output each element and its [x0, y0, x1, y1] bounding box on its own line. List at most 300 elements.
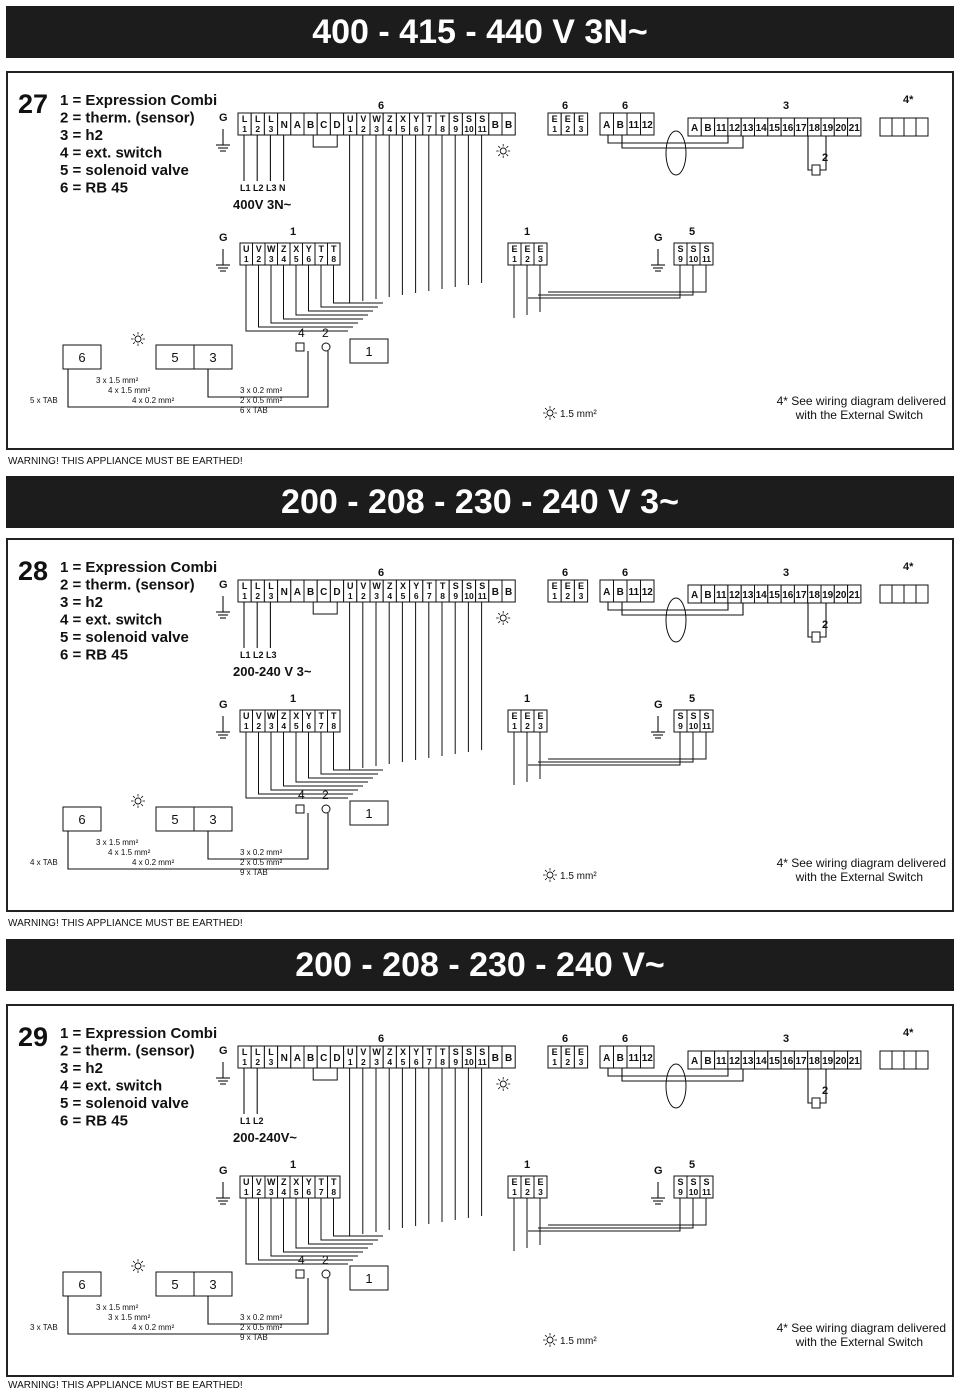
label-6: 6: [562, 100, 569, 112]
terminal-number: 2: [256, 721, 262, 731]
terminal-number: 1: [552, 1057, 557, 1067]
terminal-number: 2: [255, 1057, 261, 1067]
lamp-ray: [545, 870, 547, 872]
terminal-label: 20: [835, 123, 847, 134]
u-terminal-block: [240, 1176, 340, 1198]
lamp-ray: [506, 146, 508, 148]
lamp-ray: [545, 1335, 547, 1337]
terminal-number: 1: [243, 254, 249, 264]
terminal-letter: L: [268, 581, 274, 591]
e-terminal-block: [508, 243, 547, 265]
terminal-letter: E: [551, 114, 558, 124]
terminal-label: 13: [742, 1056, 754, 1067]
terminal-number: 5: [293, 721, 299, 731]
ext-switch-note: with the External Switch: [795, 870, 923, 884]
terminal-number: 11: [702, 254, 711, 264]
terminal-number: 3: [538, 721, 543, 731]
terminal-letter: S: [677, 711, 684, 721]
terminal-number: 9: [453, 1057, 459, 1067]
cable-spec: 4 x 0.2 mm²: [132, 396, 175, 405]
terminal-letter: E: [524, 711, 531, 721]
terminal-number: 3: [268, 1057, 274, 1067]
lamp-cable-spec: 1.5 mm²: [560, 871, 597, 882]
supply-voltage: 200-240V~: [233, 1130, 297, 1145]
terminal-letter: T: [331, 711, 337, 721]
label-4: 4: [298, 788, 305, 802]
terminal-label: 11: [628, 1053, 640, 1064]
bundle-wire: [538, 265, 693, 295]
terminal-letter: S: [479, 581, 486, 591]
terminal-letter: L: [241, 1047, 248, 1057]
terminal-number: 1: [347, 591, 353, 601]
terminal-letter: S: [677, 244, 684, 254]
lamp-icon: [496, 144, 510, 158]
terminal-letter: S: [703, 244, 710, 254]
terminal-number: 3: [268, 124, 274, 134]
terminal-letter: T: [318, 1177, 324, 1187]
terminal-letter: T: [439, 1047, 446, 1057]
component-label: 3: [209, 812, 217, 827]
lamp-ray: [498, 1079, 500, 1081]
ext-switch-block: [880, 585, 928, 603]
terminal-number: 3: [578, 591, 584, 601]
label-2: 2: [322, 326, 329, 340]
terminal-number: 3: [268, 1187, 274, 1197]
terminal-number: 10: [688, 254, 699, 264]
terminal-letter: S: [479, 1047, 486, 1057]
terminal-letter: T: [331, 244, 337, 254]
lamp-icon: [496, 611, 510, 625]
s-terminal-block: [674, 1176, 713, 1198]
terminal-letter: Y: [305, 711, 312, 721]
label-2: 2: [822, 1085, 829, 1097]
ground-label: G: [219, 579, 228, 591]
cable-spec: 2 x 0.5 mm²: [240, 396, 283, 405]
terminal-label: B: [491, 1053, 500, 1064]
terminal-label: 21: [848, 1056, 860, 1067]
terminal-label: 17: [795, 123, 807, 134]
component-label: 5: [171, 1277, 179, 1292]
label-6: 6: [562, 1033, 569, 1045]
lamp-cable-spec: 1.5 mm²: [560, 1336, 597, 1347]
terminal-letter: Y: [305, 244, 312, 254]
terminal-letter: S: [452, 1047, 459, 1057]
terminal-label: 14: [755, 1056, 767, 1067]
terminal-number: 6: [306, 254, 312, 264]
ground-symbol: [216, 1045, 230, 1084]
terminal-letter: E: [524, 1177, 531, 1187]
terminal-label: N: [280, 120, 288, 131]
terminal-label: C: [320, 1053, 328, 1064]
terminal-label: B: [704, 590, 712, 601]
wiring-diagram: [8, 540, 956, 914]
sensor-symbol: [812, 165, 820, 175]
ext-switch-block: [880, 1051, 928, 1069]
bundle-wire: [271, 265, 358, 323]
terminal-letter: W: [372, 1047, 381, 1057]
ground-symbol: [216, 1165, 230, 1204]
lamp-ray: [133, 1261, 135, 1263]
sensor-symbol: [812, 632, 820, 642]
terminal-label: 21: [848, 123, 860, 134]
terminal-letter: E: [511, 711, 518, 721]
lamp-icon: [131, 794, 145, 808]
terminal-number: 5: [293, 254, 299, 264]
terminal-letter: V: [255, 1177, 262, 1187]
terminal-number: 4: [281, 254, 287, 264]
sensor-wire: [808, 1069, 812, 1103]
terminal-number: 4: [387, 591, 393, 601]
lamp-ray: [553, 408, 555, 410]
terminal-label: A: [691, 123, 699, 134]
terminal-number: 1: [512, 1187, 517, 1197]
lamp-ray: [545, 408, 547, 410]
h2-terminal-block: [688, 118, 861, 136]
bundle-wire: [538, 732, 693, 762]
ground-symbol: [651, 232, 665, 271]
component-label: 1: [365, 344, 373, 359]
terminal-label: B: [704, 123, 712, 134]
terminal-letter: Z: [387, 1047, 393, 1057]
terminal-letter: L: [268, 114, 274, 124]
label-1: 1: [290, 1159, 297, 1171]
terminal-letter: U: [243, 711, 250, 721]
main-terminal-block: [238, 113, 515, 135]
terminal-number: 10: [688, 1187, 699, 1197]
terminal-label: B: [616, 1053, 624, 1064]
cable-sleeve: [666, 131, 686, 175]
terminal-label: C: [320, 587, 328, 598]
label-5: 5: [689, 226, 696, 238]
terminal-number: 3: [374, 1057, 379, 1067]
terminal-letter: T: [318, 244, 324, 254]
legend-item: 5 = solenoid valve: [60, 162, 189, 179]
terminal-label: 12: [728, 123, 741, 134]
terminal-letter: T: [426, 1047, 433, 1057]
terminal-label: 12: [728, 590, 741, 601]
terminal-number: 9: [678, 254, 683, 264]
terminal-letter: Y: [413, 1047, 420, 1057]
cable-sleeve: [666, 598, 686, 642]
terminal-letter: Y: [413, 114, 420, 124]
ground-label: G: [219, 1165, 228, 1177]
lamp-ray: [545, 878, 547, 880]
cable-spec: 4 x 1.5 mm²: [108, 386, 151, 395]
component-label: 1: [365, 806, 373, 821]
terminal-number: 2: [361, 1057, 366, 1067]
terminal-letter: S: [465, 1047, 473, 1057]
terminal-number: 3: [268, 721, 274, 731]
terminal-number: 11: [477, 591, 487, 601]
terminal-number: 7: [427, 124, 432, 134]
legend-item: 2 = therm. (sensor): [60, 576, 195, 594]
terminal-letter: T: [331, 1177, 337, 1187]
legend-item: 4 = ext. switch: [60, 144, 163, 162]
terminal-letter: W: [267, 711, 276, 721]
cable-spec: 9 x TAB: [240, 1333, 268, 1342]
terminal-letter: L: [241, 114, 248, 124]
cable-spec: 4 x 0.2 mm²: [132, 1323, 175, 1332]
terminal-letter: L: [268, 1047, 274, 1057]
terminal-number: 4: [387, 1057, 393, 1067]
terminal-label: 15: [768, 590, 781, 601]
main-terminal-block: [238, 1046, 515, 1068]
bundle-wire: [246, 1198, 348, 1264]
terminal-letter: V: [255, 244, 262, 254]
e-terminal-block: [508, 1176, 547, 1198]
lamp-ray: [506, 154, 508, 156]
terminal-label: B: [491, 587, 500, 598]
terminal-letter: W: [267, 1177, 276, 1187]
earthing-warning: WARNING! THIS APPLIANCE MUST BE EARTHED!: [8, 918, 243, 929]
terminal-number: 7: [318, 254, 324, 264]
terminal-letter: T: [439, 114, 446, 124]
terminal-number: 4: [387, 124, 393, 134]
terminal-label: 18: [808, 1056, 820, 1067]
bundle-wire: [246, 265, 348, 331]
terminal-label: N: [280, 1053, 288, 1064]
terminal-letter: U: [346, 581, 354, 591]
component-label: 5: [171, 812, 179, 827]
supply-lines: L1 L2 L3 N: [240, 183, 286, 193]
terminal-letter: X: [293, 1177, 300, 1187]
terminal-number: 8: [440, 124, 445, 134]
cable-spec: 2 x 0.5 mm²: [240, 1323, 283, 1332]
figure-number: 27: [18, 89, 49, 119]
bundle-wire: [528, 265, 680, 298]
bundle-wire: [548, 732, 706, 759]
sensor-symbol: [322, 343, 330, 351]
terminal-letter: Z: [281, 711, 287, 721]
lamp-ray: [498, 1087, 500, 1089]
component-label: 3: [209, 350, 217, 365]
voltage-header: 200 - 208 - 230 - 240 V 3~: [6, 476, 954, 528]
terminal-letter: T: [426, 114, 433, 124]
lamp-ray: [506, 613, 508, 615]
terminal-number: 1: [512, 254, 517, 264]
terminal-label: 11: [628, 120, 640, 131]
legend-item: 4 = ext. switch: [60, 611, 163, 629]
terminal-number: 11: [702, 1187, 711, 1197]
label-2: 2: [822, 619, 829, 631]
terminal-label: B: [306, 120, 315, 131]
cable-sleeve: [666, 1064, 686, 1108]
terminal-label: A: [603, 120, 611, 131]
legend-item: 6 = RB 45: [60, 179, 128, 197]
ext-switch-note: 4* See wiring diagram delivered: [776, 394, 946, 408]
terminal-number: 2: [525, 254, 530, 264]
terminal-label: 20: [835, 590, 847, 601]
lamp-ray: [498, 146, 500, 148]
terminal-number: 2: [361, 124, 366, 134]
terminal-label: 12: [641, 587, 653, 598]
wiring-diagram: [8, 1006, 956, 1379]
terminal-letter: Z: [387, 581, 393, 591]
terminal-number: 6: [413, 591, 419, 601]
e-terminal-block-top: [548, 113, 588, 135]
terminal-letter: W: [372, 581, 381, 591]
cable-spec: 3 x 1.5 mm²: [96, 376, 139, 385]
lamp-ray: [498, 621, 500, 623]
lamp-icon: [131, 332, 145, 346]
label-1: 1: [290, 693, 297, 705]
terminal-number: 3: [578, 124, 584, 134]
terminal-label: 11: [715, 123, 727, 134]
lamp-ray: [133, 804, 135, 806]
label-4star: 4*: [903, 1027, 914, 1039]
terminal-label: B: [306, 587, 315, 598]
terminal-number: 2: [565, 124, 571, 134]
wiring-panel: [6, 538, 954, 912]
terminal-number: 9: [678, 1187, 683, 1197]
terminal-number: 5: [400, 1057, 406, 1067]
terminal-letter: S: [703, 711, 710, 721]
component-label: 6: [78, 812, 86, 827]
cable-spec: 6 x TAB: [240, 406, 268, 415]
terminal-number: 6: [413, 124, 419, 134]
terminal-number: 8: [440, 1057, 445, 1067]
terminal-number: 7: [427, 591, 432, 601]
terminal-number: 9: [678, 721, 683, 731]
lamp-ray: [506, 1079, 508, 1081]
bridge-box: [313, 135, 337, 147]
terminal-label: A: [293, 120, 302, 131]
lamp-ray: [553, 870, 555, 872]
terminal-number: 4: [281, 1187, 287, 1197]
terminal-letter: E: [564, 581, 571, 591]
label-3: 3: [783, 567, 790, 579]
voltage-header: 200 - 208 - 230 - 240 V~: [6, 939, 954, 991]
terminal-label: B: [504, 1053, 513, 1064]
cable-spec: 3 x 1.5 mm²: [96, 1303, 139, 1312]
lamp-ray: [506, 1087, 508, 1089]
figure-number: 29: [18, 1022, 49, 1052]
terminal-label: D: [333, 1053, 341, 1064]
lamp-ray: [498, 154, 500, 156]
terminal-number: 1: [512, 721, 517, 731]
terminal-label: 13: [742, 123, 754, 134]
ground-label: G: [219, 1045, 228, 1057]
label-1: 1: [524, 693, 531, 705]
terminal-letter: U: [346, 114, 354, 124]
terminal-letter: E: [511, 1177, 518, 1187]
ground-label: G: [654, 232, 663, 244]
sensor-wire: [808, 603, 812, 637]
terminal-label: A: [603, 1053, 611, 1064]
cable-spec: 3 x 0.2 mm²: [240, 386, 283, 395]
label-3: 3: [783, 1033, 790, 1045]
terminal-label: N: [280, 587, 288, 598]
terminal-label: 19: [822, 590, 834, 601]
label-4star: 4*: [903, 561, 914, 573]
component-label: 6: [78, 350, 86, 365]
terminal-number: 7: [318, 1187, 324, 1197]
terminal-label: 14: [755, 123, 767, 134]
bundle-wire: [246, 732, 348, 798]
terminal-label: B: [491, 120, 500, 131]
legend-item: 2 = therm. (sensor): [60, 1042, 195, 1060]
lamp-ray: [545, 1343, 547, 1345]
terminal-label: 16: [782, 123, 794, 134]
terminal-letter: L: [255, 581, 261, 591]
lamp-ray: [141, 342, 143, 344]
legend-item: 6 = RB 45: [60, 646, 128, 664]
terminal-number: 1: [243, 721, 249, 731]
ground-label: G: [654, 1165, 663, 1177]
tab-label: 3 x TAB: [30, 1323, 58, 1332]
lamp-ray: [553, 1335, 555, 1337]
terminal-letter: S: [690, 711, 697, 721]
ext-switch-note: with the External Switch: [795, 408, 923, 422]
terminal-number: 10: [464, 124, 474, 134]
bundle-wire: [271, 1198, 358, 1256]
ground-symbol: [651, 1165, 665, 1204]
terminal-label: 16: [782, 590, 794, 601]
supply-voltage: 400V 3N~: [233, 197, 292, 212]
supply-lines: L1 L2: [240, 1116, 264, 1126]
terminal-number: 6: [306, 721, 312, 731]
terminal-number: 2: [565, 591, 571, 601]
terminal-label: 17: [795, 590, 807, 601]
cable-spec: 3 x 1.5 mm²: [108, 1313, 151, 1322]
terminal-letter: V: [360, 1047, 367, 1057]
label-6: 6: [622, 100, 629, 112]
terminal-label: A: [603, 587, 611, 598]
ground-label: G: [654, 699, 663, 711]
legend-item: 1 = Expression Combi: [60, 559, 218, 576]
label-2: 2: [322, 788, 329, 802]
lamp-ray: [553, 416, 555, 418]
label-2: 2: [322, 1253, 329, 1267]
component-label: 6: [78, 1277, 86, 1292]
terminal-label: B: [616, 587, 624, 598]
legend-item: 1 = Expression Combi: [60, 92, 218, 109]
component-label: 3: [209, 1277, 217, 1292]
terminal-letter: S: [677, 1177, 684, 1187]
terminal-letter: X: [399, 114, 407, 124]
label-6: 6: [378, 567, 385, 579]
label-6: 6: [562, 567, 569, 579]
terminal-label: B: [306, 1053, 315, 1064]
terminal-letter: L: [241, 581, 248, 591]
terminal-number: 2: [361, 591, 366, 601]
tab-label: 4 x TAB: [30, 858, 58, 867]
terminal-letter: T: [439, 581, 446, 591]
terminal-letter: X: [399, 1047, 407, 1057]
terminal-letter: U: [346, 1047, 354, 1057]
bundle-wire: [538, 1198, 693, 1228]
label-4star: 4*: [903, 94, 914, 106]
lamp-ray: [141, 1261, 143, 1263]
rb45-terminal-block: [600, 580, 654, 602]
terminal-letter: T: [426, 581, 433, 591]
terminal-number: 3: [268, 591, 274, 601]
terminal-number: 10: [688, 721, 699, 731]
legend-item: 3 = h2: [60, 127, 103, 144]
terminal-number: 5: [400, 591, 406, 601]
terminal-letter: U: [243, 1177, 250, 1187]
terminal-letter: E: [564, 114, 571, 124]
u-terminal-block: [240, 243, 340, 265]
h2-terminal-block: [688, 585, 861, 603]
terminal-number: 2: [565, 1057, 571, 1067]
cable-spec: 2 x 0.5 mm²: [240, 858, 283, 867]
terminal-number: 2: [256, 1187, 262, 1197]
earthing-warning: WARNING! THIS APPLIANCE MUST BE EARTHED!: [8, 456, 243, 467]
terminal-letter: E: [524, 244, 531, 254]
terminal-letter: L: [255, 114, 261, 124]
terminal-number: 6: [413, 1057, 419, 1067]
